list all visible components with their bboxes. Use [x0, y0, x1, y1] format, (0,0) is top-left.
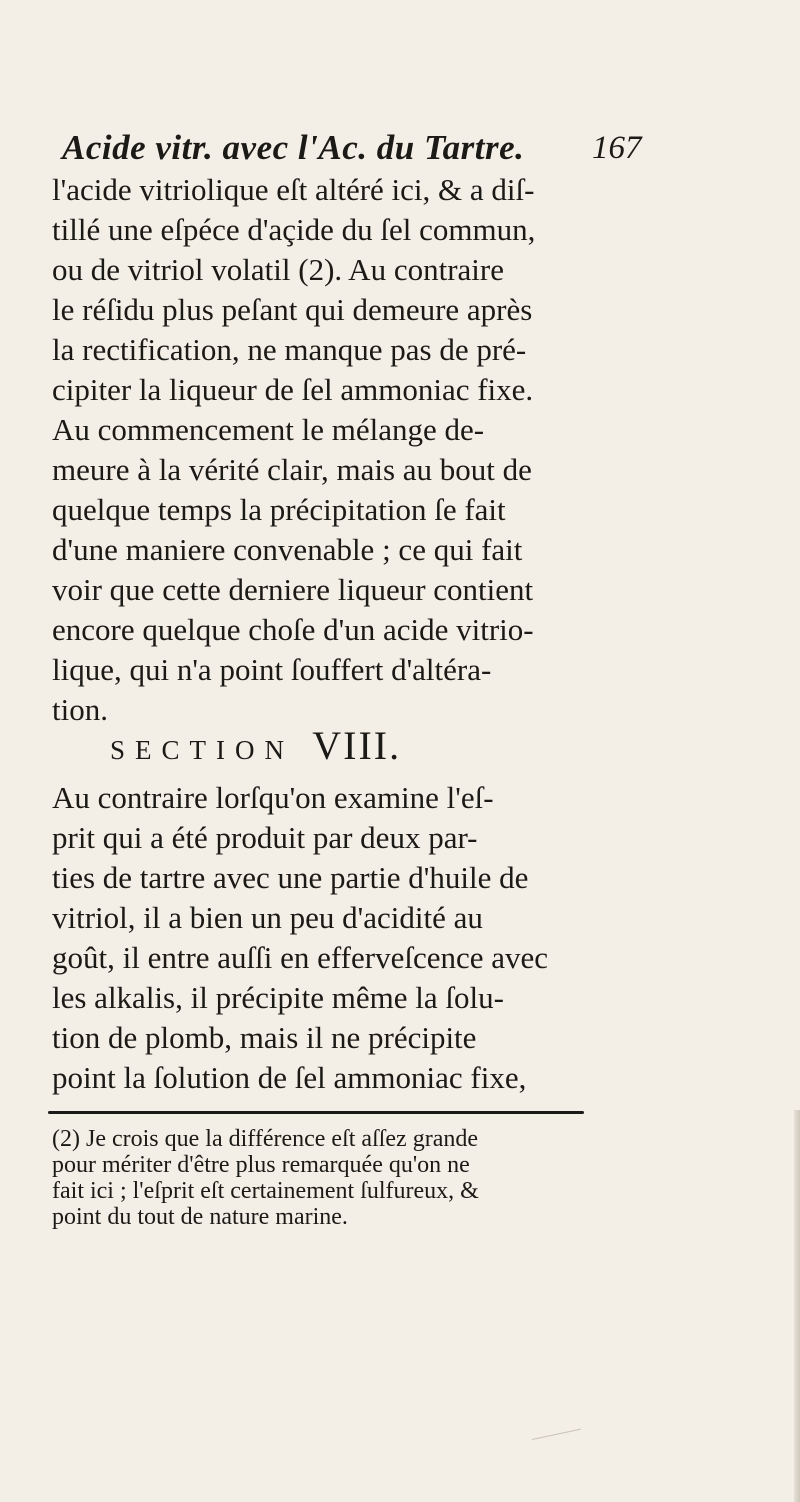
footnote-line: fait ici ; l'eſprit eſt certainement ſulfureux, &	[52, 1178, 479, 1204]
text-line: ou de vitriol volatil (2). Au contraire	[52, 252, 504, 287]
footnote	[52, 1126, 612, 1230]
text-line: lique, qui n'a point ſouffert d'altéra-	[52, 652, 492, 687]
pencil-mark	[529, 1415, 581, 1440]
section-label: SECTION	[110, 735, 294, 765]
footnote-line: point du tout de nature marine.	[52, 1204, 348, 1230]
text-line: prit qui a été produit par deux par-	[52, 820, 478, 855]
text-line: meure à la vérité clair, mais au bout de	[52, 452, 532, 487]
text-line: Au commencement le mélange de-	[52, 412, 485, 447]
page-number: 167	[592, 130, 642, 166]
text-line: cipiter la liqueur de ſel ammoniac fixe.	[52, 372, 534, 407]
paragraph-1	[52, 170, 612, 730]
paragraph-2	[52, 778, 612, 1098]
text-line: tion de plomb, mais il ne précipite	[52, 1020, 477, 1055]
text-line: tillé une eſpéce d'açide du ſel commun,	[52, 212, 536, 247]
text-line: voir que cette derniere liqueur contient	[52, 572, 534, 607]
text-line: l'acide vitriolique eſt altéré ici, & a diſ-	[52, 172, 535, 207]
text-line: encore quelque choſe d'un acide vitrio-	[52, 612, 534, 647]
running-head: Acide vitr. avec l'Ac. du Tartre.	[62, 128, 525, 167]
text-line: les alkalis, il précipite même la ſolu-	[52, 980, 504, 1015]
text-line: vitriol, il a bien un peu d'acidité au	[52, 900, 483, 935]
text-line: quelque temps la précipitation ſe fait	[52, 492, 506, 527]
footnote-line: (2) Je crois que la différence eſt aſſez grande	[52, 1126, 478, 1152]
text-line: tion.	[52, 692, 108, 727]
page-header	[62, 128, 642, 172]
section-number: VIII.	[312, 723, 402, 768]
text-line: le réſidu plus peſant qui demeure après	[52, 292, 533, 327]
page-edge	[794, 1110, 800, 1502]
text-line: goût, il entre auſſi en efferveſcence avec	[52, 940, 549, 975]
footnote-line: pour mériter d'être plus remarquée qu'on ne	[52, 1152, 470, 1178]
text-line: d'une maniere convenable ; ce qui fait	[52, 532, 523, 567]
text-line: point la ſolution de ſel ammoniac fixe,	[52, 1060, 527, 1095]
text-line: la rectification, ne manque pas de pré-	[52, 332, 527, 367]
text-line: Au contraire lorſqu'on examine l'eſ-	[52, 780, 494, 815]
section-heading	[110, 722, 401, 769]
footnote-rule	[48, 1111, 584, 1114]
text-line: ties de tartre avec une partie d'huile de	[52, 860, 529, 895]
